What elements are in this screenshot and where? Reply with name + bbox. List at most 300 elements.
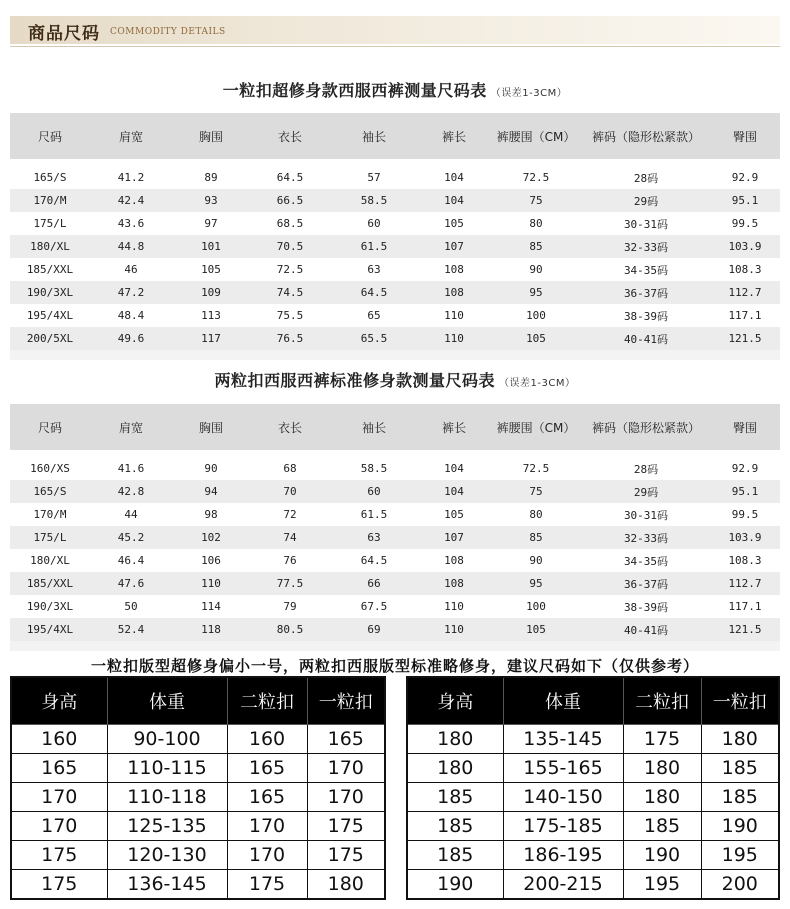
table-cell: 108.3 xyxy=(710,258,780,281)
reco-cell: 175 xyxy=(11,841,107,870)
table-row xyxy=(10,327,780,350)
table-cell: 117.1 xyxy=(710,304,780,327)
reco-cell: 200 xyxy=(701,870,779,900)
reco-cell: 120-130 xyxy=(107,841,227,870)
table-cell: 41.6 xyxy=(90,457,172,480)
table1-title-text: 一粒扣超修身款西服西裤测量尺码表 xyxy=(222,81,487,100)
reco-left-body xyxy=(11,725,385,900)
reco-header-cell: 一粒扣 xyxy=(701,677,779,725)
recommendation-table-left xyxy=(10,676,386,900)
table-cell: 95.1 xyxy=(710,189,780,212)
table-cell: 43.6 xyxy=(90,212,172,235)
table-row xyxy=(10,166,780,189)
header-cell: 胸围 xyxy=(172,113,250,159)
table-cell: 63 xyxy=(330,526,418,549)
table-cell: 61.5 xyxy=(330,235,418,258)
table-row xyxy=(10,503,780,526)
table-cell: 104 xyxy=(418,457,490,480)
table-cell: 49.6 xyxy=(90,327,172,350)
header-cell: 肩宽 xyxy=(90,404,172,450)
reco-cell: 175 xyxy=(307,812,385,841)
table-cell: 46.4 xyxy=(90,549,172,572)
table-cell: 77.5 xyxy=(250,572,330,595)
reco-cell: 165 xyxy=(307,725,385,754)
table-cell: 175/L xyxy=(10,526,90,549)
header-title: 商品尺码 xyxy=(28,24,100,44)
spacer-cell xyxy=(90,450,172,457)
table-cell: 89 xyxy=(172,166,250,189)
table-row xyxy=(10,258,780,281)
table-cell: 40-41码 xyxy=(582,618,710,641)
table-cell: 72.5 xyxy=(490,166,582,189)
table-cell: 32-33码 xyxy=(582,526,710,549)
header-cell: 裤长 xyxy=(418,113,490,159)
table2-title xyxy=(0,368,790,391)
reco-header-cell: 二粒扣 xyxy=(623,677,701,725)
reco-cell: 170 xyxy=(11,812,107,841)
reco-cell: 195 xyxy=(701,841,779,870)
table-cell: 110 xyxy=(418,595,490,618)
reco-row xyxy=(11,725,385,754)
reco-right-body xyxy=(407,725,779,900)
table-cell: 58.5 xyxy=(330,189,418,212)
table-cell: 57 xyxy=(330,166,418,189)
reco-header-cell: 体重 xyxy=(503,677,623,725)
section-header xyxy=(0,0,790,50)
table-cell: 38-39码 xyxy=(582,304,710,327)
reco-cell: 185 xyxy=(701,754,779,783)
reco-cell: 165 xyxy=(227,754,307,783)
header-cell: 衣长 xyxy=(250,404,330,450)
table-row xyxy=(10,189,780,212)
table-cell: 63 xyxy=(330,258,418,281)
table-cell: 61.5 xyxy=(330,503,418,526)
footer-cell xyxy=(330,641,418,651)
table-cell: 165/S xyxy=(10,166,90,189)
table-cell: 110 xyxy=(418,304,490,327)
table1-title xyxy=(0,78,790,101)
footer-cell xyxy=(418,641,490,651)
table-cell: 74 xyxy=(250,526,330,549)
spacer-cell xyxy=(330,159,418,166)
table-cell: 47.2 xyxy=(90,281,172,304)
table-cell: 65 xyxy=(330,304,418,327)
table-cell: 104 xyxy=(418,480,490,503)
table1-note: （误差1-3CM） xyxy=(490,88,568,99)
table-cell: 100 xyxy=(490,595,582,618)
reco-cell: 165 xyxy=(227,783,307,812)
table-cell: 170/M xyxy=(10,503,90,526)
reco-cell: 135-145 xyxy=(503,725,623,754)
spacer-cell xyxy=(90,159,172,166)
table-cell: 28码 xyxy=(582,166,710,189)
spacer-cell xyxy=(172,159,250,166)
table-cell: 70.5 xyxy=(250,235,330,258)
table-cell: 106 xyxy=(172,549,250,572)
table-cell: 85 xyxy=(490,526,582,549)
table-cell: 90 xyxy=(490,549,582,572)
footer-cell xyxy=(250,641,330,651)
table-cell: 32-33码 xyxy=(582,235,710,258)
table-cell: 36-37码 xyxy=(582,572,710,595)
header-cell: 尺码 xyxy=(10,113,90,159)
recommendation-table-right xyxy=(406,676,780,900)
table-cell: 103.9 xyxy=(710,526,780,549)
table-cell: 108 xyxy=(418,572,490,595)
header-cell: 裤腰围（CM） xyxy=(490,113,582,159)
header-cell: 衣长 xyxy=(250,113,330,159)
table-cell: 80.5 xyxy=(250,618,330,641)
spacer-cell xyxy=(10,159,90,166)
table-cell: 85 xyxy=(490,235,582,258)
table-cell: 110 xyxy=(418,327,490,350)
footer-cell xyxy=(582,641,710,651)
reco-row xyxy=(11,812,385,841)
reco-cell: 180 xyxy=(623,783,701,812)
table1-body xyxy=(10,159,780,360)
table-cell: 175/L xyxy=(10,212,90,235)
reco-header-cell: 二粒扣 xyxy=(227,677,307,725)
header-cell: 臀围 xyxy=(710,113,780,159)
table-cell: 68.5 xyxy=(250,212,330,235)
table-cell: 44 xyxy=(90,503,172,526)
table2-body xyxy=(10,450,780,651)
table-cell: 60 xyxy=(330,480,418,503)
table-cell: 170/M xyxy=(10,189,90,212)
reco-cell: 190 xyxy=(623,841,701,870)
spacer-cell xyxy=(582,450,710,457)
table-cell: 48.4 xyxy=(90,304,172,327)
table-cell: 92.9 xyxy=(710,166,780,189)
header-cell: 肩宽 xyxy=(90,113,172,159)
table-cell: 34-35码 xyxy=(582,258,710,281)
header-cell: 裤码（隐形松紧款） xyxy=(582,404,710,450)
table-cell: 72.5 xyxy=(490,457,582,480)
table-cell: 95 xyxy=(490,572,582,595)
spacer-cell xyxy=(710,450,780,457)
reco-row xyxy=(407,841,779,870)
table-row xyxy=(10,281,780,304)
spacer-cell xyxy=(490,450,582,457)
table-cell: 30-31码 xyxy=(582,503,710,526)
table-cell: 52.4 xyxy=(90,618,172,641)
reco-cell: 185 xyxy=(407,841,503,870)
footer-cell xyxy=(90,641,172,651)
reco-row xyxy=(407,870,779,900)
spacer-cell xyxy=(418,159,490,166)
table-cell: 118 xyxy=(172,618,250,641)
table-cell: 64.5 xyxy=(330,549,418,572)
footer-cell xyxy=(172,350,250,360)
table-cell: 90 xyxy=(490,258,582,281)
table-row xyxy=(10,235,780,258)
table-row xyxy=(10,304,780,327)
spacer-cell xyxy=(172,450,250,457)
table-cell: 46 xyxy=(90,258,172,281)
table-spacer xyxy=(10,159,780,166)
table-cell: 195/4XL xyxy=(10,304,90,327)
table-cell: 72 xyxy=(250,503,330,526)
reco-cell: 185 xyxy=(623,812,701,841)
table-cell: 117 xyxy=(172,327,250,350)
reco-cell: 136-145 xyxy=(107,870,227,900)
footer-cell xyxy=(582,350,710,360)
header-divider xyxy=(10,46,780,47)
table-cell: 98 xyxy=(172,503,250,526)
reco-cell: 140-150 xyxy=(503,783,623,812)
reco-header-cell: 身高 xyxy=(11,677,107,725)
reco-row xyxy=(11,754,385,783)
spacer-cell xyxy=(710,159,780,166)
table-cell: 185/XXL xyxy=(10,258,90,281)
footer-cell xyxy=(10,350,90,360)
reco-cell: 185 xyxy=(701,783,779,812)
reco-cell: 155-165 xyxy=(503,754,623,783)
reco-cell: 110-118 xyxy=(107,783,227,812)
table-cell: 180/XL xyxy=(10,549,90,572)
table-row xyxy=(10,549,780,572)
table-cell: 109 xyxy=(172,281,250,304)
footer-cell xyxy=(90,350,172,360)
reco-cell: 125-135 xyxy=(107,812,227,841)
table-cell: 28码 xyxy=(582,457,710,480)
header-cell: 裤码（隐形松紧款） xyxy=(582,113,710,159)
size-table-two-button xyxy=(10,404,780,651)
header-cell: 尺码 xyxy=(10,404,90,450)
reco-cell: 175 xyxy=(307,841,385,870)
table-row xyxy=(10,572,780,595)
table-cell: 121.5 xyxy=(710,618,780,641)
footer-cell xyxy=(710,641,780,651)
table-cell: 112.7 xyxy=(710,281,780,304)
reco-row xyxy=(407,783,779,812)
table-cell: 103.9 xyxy=(710,235,780,258)
table-cell: 44.8 xyxy=(90,235,172,258)
table-cell: 107 xyxy=(418,526,490,549)
footer-cell xyxy=(490,641,582,651)
table-footer-strip xyxy=(10,641,780,651)
table-cell: 94 xyxy=(172,480,250,503)
table-cell: 95.1 xyxy=(710,480,780,503)
footer-cell xyxy=(172,641,250,651)
table-footer-strip xyxy=(10,350,780,360)
reco-row xyxy=(407,812,779,841)
header-cell: 臀围 xyxy=(710,404,780,450)
table-cell: 74.5 xyxy=(250,281,330,304)
table-cell: 104 xyxy=(418,166,490,189)
spacer-cell xyxy=(10,450,90,457)
table-cell: 113 xyxy=(172,304,250,327)
table-cell: 90 xyxy=(172,457,250,480)
table-cell: 99.5 xyxy=(710,503,780,526)
table2-note: （误差1-3CM） xyxy=(499,378,576,389)
reco-cell: 186-195 xyxy=(503,841,623,870)
table-cell: 58.5 xyxy=(330,457,418,480)
table-cell: 64.5 xyxy=(330,281,418,304)
footer-cell xyxy=(418,350,490,360)
recommendation-title: 一粒扣版型超修身偏小一号，两粒扣西服版型标准略修身，建议尺码如下（仅供参考） xyxy=(90,657,699,675)
table-cell: 112.7 xyxy=(710,572,780,595)
footer-cell xyxy=(10,641,90,651)
table-cell: 79 xyxy=(250,595,330,618)
reco-cell: 160 xyxy=(11,725,107,754)
reco-cell: 170 xyxy=(227,812,307,841)
table-cell: 107 xyxy=(418,235,490,258)
header-cell: 裤腰围（CM） xyxy=(490,404,582,450)
table-cell: 42.4 xyxy=(90,189,172,212)
reco-row xyxy=(11,841,385,870)
size-table-one-button xyxy=(10,113,780,360)
table-cell: 29码 xyxy=(582,480,710,503)
table-cell: 76.5 xyxy=(250,327,330,350)
reco-header-cell: 体重 xyxy=(107,677,227,725)
table-cell: 75 xyxy=(490,189,582,212)
header-cell: 裤长 xyxy=(418,404,490,450)
reco-row xyxy=(407,725,779,754)
reco-cell: 200-215 xyxy=(503,870,623,900)
reco-cell: 190 xyxy=(701,812,779,841)
table-cell: 41.2 xyxy=(90,166,172,189)
table-cell: 70 xyxy=(250,480,330,503)
reco-cell: 170 xyxy=(227,841,307,870)
reco-cell: 110-115 xyxy=(107,754,227,783)
footer-cell xyxy=(250,350,330,360)
reco-cell: 175 xyxy=(11,870,107,900)
reco-header-row xyxy=(11,677,385,725)
reco-row xyxy=(11,870,385,900)
table-cell: 195/4XL xyxy=(10,618,90,641)
footer-cell xyxy=(330,350,418,360)
table-cell: 30-31码 xyxy=(582,212,710,235)
reco-cell: 175 xyxy=(623,725,701,754)
table-cell: 75 xyxy=(490,480,582,503)
table-cell: 80 xyxy=(490,503,582,526)
table-cell: 105 xyxy=(490,618,582,641)
table-cell: 121.5 xyxy=(710,327,780,350)
table-cell: 108 xyxy=(418,258,490,281)
table-cell: 165/S xyxy=(10,480,90,503)
header-cell: 胸围 xyxy=(172,404,250,450)
table-cell: 185/XXL xyxy=(10,572,90,595)
table-cell: 60 xyxy=(330,212,418,235)
table-cell: 160/XS xyxy=(10,457,90,480)
spacer-cell xyxy=(250,159,330,166)
table-cell: 66.5 xyxy=(250,189,330,212)
table-cell: 108 xyxy=(418,549,490,572)
reco-cell: 170 xyxy=(307,754,385,783)
table-row xyxy=(10,595,780,618)
table-cell: 40-41码 xyxy=(582,327,710,350)
spacer-cell xyxy=(250,450,330,457)
table-cell: 200/5XL xyxy=(10,327,90,350)
table-cell: 29码 xyxy=(582,189,710,212)
table-cell: 80 xyxy=(490,212,582,235)
table-cell: 190/3XL xyxy=(10,595,90,618)
spacer-cell xyxy=(582,159,710,166)
reco-cell: 165 xyxy=(11,754,107,783)
header-cell: 袖长 xyxy=(330,113,418,159)
table-cell: 105 xyxy=(490,327,582,350)
reco-cell: 90-100 xyxy=(107,725,227,754)
reco-cell: 180 xyxy=(407,754,503,783)
table-cell: 100 xyxy=(490,304,582,327)
spacer-cell xyxy=(490,159,582,166)
reco-cell: 170 xyxy=(307,783,385,812)
spacer-cell xyxy=(418,450,490,457)
reco-cell: 180 xyxy=(407,725,503,754)
table-cell: 110 xyxy=(172,572,250,595)
table-cell: 95 xyxy=(490,281,582,304)
table-cell: 45.2 xyxy=(90,526,172,549)
table-row xyxy=(10,212,780,235)
table-cell: 114 xyxy=(172,595,250,618)
table-cell: 76 xyxy=(250,549,330,572)
table-cell: 65.5 xyxy=(330,327,418,350)
table2-title-text: 两粒扣西服西裤标准修身款测量尺码表 xyxy=(214,371,496,390)
table-cell: 72.5 xyxy=(250,258,330,281)
table-cell: 68 xyxy=(250,457,330,480)
reco-cell: 180 xyxy=(701,725,779,754)
table-cell: 42.8 xyxy=(90,480,172,503)
reco-cell: 180 xyxy=(307,870,385,900)
reco-row xyxy=(11,783,385,812)
table-cell: 47.6 xyxy=(90,572,172,595)
table-row xyxy=(10,618,780,641)
reco-header-cell: 一粒扣 xyxy=(307,677,385,725)
table-cell: 69 xyxy=(330,618,418,641)
table-row xyxy=(10,526,780,549)
reco-cell: 160 xyxy=(227,725,307,754)
header-subtitle: COMMODITY DETAILS xyxy=(110,27,226,37)
table-spacer xyxy=(10,450,780,457)
table-cell: 93 xyxy=(172,189,250,212)
header-cell: 袖长 xyxy=(330,404,418,450)
table-header-row xyxy=(10,113,780,159)
table-cell: 101 xyxy=(172,235,250,258)
table-cell: 105 xyxy=(418,503,490,526)
reco-cell: 185 xyxy=(407,783,503,812)
reco-cell: 180 xyxy=(623,754,701,783)
table-cell: 99.5 xyxy=(710,212,780,235)
reco-header-cell: 身高 xyxy=(407,677,503,725)
table-cell: 75.5 xyxy=(250,304,330,327)
footer-cell xyxy=(710,350,780,360)
table-cell: 180/XL xyxy=(10,235,90,258)
reco-cell: 190 xyxy=(407,870,503,900)
table-cell: 92.9 xyxy=(710,457,780,480)
footer-cell xyxy=(490,350,582,360)
table-header-row xyxy=(10,404,780,450)
table-cell: 38-39码 xyxy=(582,595,710,618)
reco-cell: 170 xyxy=(11,783,107,812)
table-cell: 66 xyxy=(330,572,418,595)
table-cell: 108.3 xyxy=(710,549,780,572)
table-cell: 190/3XL xyxy=(10,281,90,304)
table-cell: 104 xyxy=(418,189,490,212)
table-row xyxy=(10,457,780,480)
table-cell: 108 xyxy=(418,281,490,304)
table-cell: 110 xyxy=(418,618,490,641)
table-cell: 36-37码 xyxy=(582,281,710,304)
reco-cell: 175-185 xyxy=(503,812,623,841)
table-cell: 64.5 xyxy=(250,166,330,189)
spacer-cell xyxy=(330,450,418,457)
table-cell: 34-35码 xyxy=(582,549,710,572)
table-cell: 105 xyxy=(418,212,490,235)
reco-cell: 175 xyxy=(227,870,307,900)
reco-row xyxy=(407,754,779,783)
reco-header-row xyxy=(407,677,779,725)
